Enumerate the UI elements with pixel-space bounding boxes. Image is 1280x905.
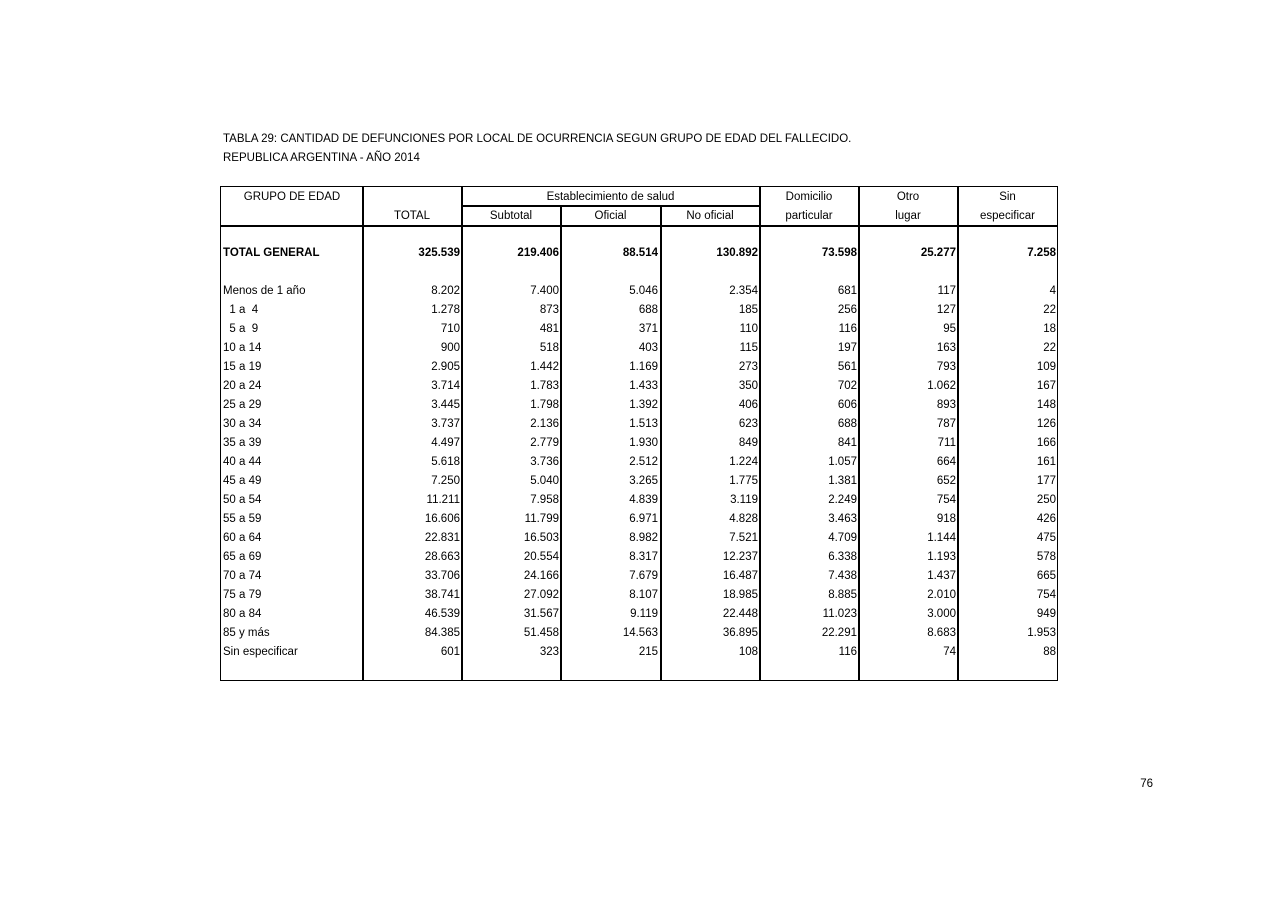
cell-domicilio: 116: [838, 646, 857, 658]
cell-domicilio: 256: [837, 304, 857, 316]
cell-sin-especificar: 109: [1036, 361, 1056, 373]
cell-no-oficial: 1.775: [729, 475, 758, 487]
cell-domicilio: 7.438: [828, 570, 857, 582]
row-label: 75 a 79: [223, 589, 262, 601]
cell-total: 33.706: [424, 570, 460, 582]
cell-total: 84.385: [424, 627, 460, 639]
cell-no-oficial: 16.487: [722, 570, 758, 582]
cell-otro-lugar: 893: [936, 399, 956, 411]
cell-subtotal: 24.166: [523, 570, 559, 582]
cell-subtotal: 11.799: [524, 513, 559, 525]
cell-subtotal: 7.958: [530, 494, 559, 506]
cell-oficial: 8.982: [629, 532, 658, 544]
cell-otro-lugar: 918: [936, 513, 956, 525]
cell-total: 601: [440, 646, 460, 658]
cell-total: 3.445: [431, 399, 460, 411]
cell-domicilio: 8.885: [828, 589, 857, 601]
cell-sin-especificar: 7.258: [1027, 247, 1056, 259]
header-grupo-edad: GRUPO DE EDAD: [243, 191, 341, 203]
cell-oficial: 403: [638, 342, 658, 354]
cell-no-oficial: 623: [738, 418, 758, 430]
cell-subtotal: 3.736: [530, 456, 559, 468]
row-label: 65 a 69: [223, 551, 262, 563]
row-label: 35 a 39: [223, 437, 262, 449]
cell-domicilio: 73.598: [821, 247, 857, 259]
cell-domicilio: 606: [837, 399, 857, 411]
row-label: Sin especificar: [223, 646, 298, 658]
cell-no-oficial: 273: [738, 361, 758, 373]
cell-otro-lugar: 1.437: [927, 570, 956, 582]
row-label: 80 a 84: [223, 608, 262, 620]
cell-subtotal: 323: [539, 646, 559, 658]
cell-no-oficial: 108: [738, 646, 758, 658]
cell-total: 710: [440, 323, 460, 335]
cell-domicilio: 702: [837, 380, 857, 392]
header-oficial: Oficial: [594, 210, 627, 222]
cell-total: 16.606: [424, 513, 460, 525]
cell-domicilio: 116: [838, 323, 857, 335]
cell-otro-lugar: 1.144: [927, 532, 956, 544]
cell-domicilio: 11.023: [822, 608, 857, 620]
cell-otro-lugar: 793: [936, 361, 956, 373]
cell-subtotal: 2.779: [530, 437, 559, 449]
cell-oficial: 2.512: [629, 456, 658, 468]
row-label: 15 a 19: [223, 361, 262, 373]
cell-domicilio: 22.291: [821, 627, 857, 639]
header-no-oficial: No oficial: [686, 210, 734, 222]
cell-oficial: 14.563: [622, 627, 658, 639]
cell-subtotal: 219.406: [517, 247, 559, 259]
cell-oficial: 688: [638, 304, 658, 316]
cell-sin-especificar: 18: [1043, 323, 1056, 335]
cell-otro-lugar: 754: [936, 494, 956, 506]
header-subtotal: Subtotal: [489, 210, 533, 222]
cell-oficial: 7.679: [629, 570, 658, 582]
cell-domicilio: 688: [837, 418, 857, 430]
cell-no-oficial: 22.448: [722, 608, 758, 620]
cell-oficial: 88.514: [622, 247, 658, 259]
row-label: 30 a 34: [223, 418, 262, 430]
cell-sin-especificar: 250: [1036, 494, 1056, 506]
row-label: 25 a 29: [223, 399, 262, 411]
cell-no-oficial: 4.828: [729, 513, 758, 525]
cell-total: 11.211: [426, 494, 460, 506]
cell-oficial: 1.930: [629, 437, 658, 449]
cell-otro-lugar: 652: [936, 475, 956, 487]
cell-subtotal: 873: [539, 304, 559, 316]
cell-oficial: 3.265: [629, 475, 658, 487]
page-number: 76: [1140, 778, 1153, 790]
header-particular: particular: [785, 210, 833, 222]
cell-subtotal: 1.798: [530, 399, 559, 411]
cell-otro-lugar: 117: [937, 285, 956, 297]
cell-no-oficial: 849: [738, 437, 758, 449]
cell-no-oficial: 350: [738, 380, 758, 392]
cell-sin-especificar: 88: [1043, 646, 1056, 658]
cell-sin-especificar: 754: [1036, 589, 1056, 601]
cell-otro-lugar: 163: [936, 342, 956, 354]
cell-oficial: 4.839: [629, 494, 658, 506]
cell-sin-especificar: 22: [1043, 304, 1056, 316]
cell-no-oficial: 110: [739, 323, 758, 335]
cell-subtotal: 1.442: [530, 361, 559, 373]
cell-sin-especificar: 578: [1036, 551, 1056, 563]
cell-domicilio: 841: [837, 437, 857, 449]
cell-sin-especificar: 426: [1036, 513, 1056, 525]
cell-subtotal: 7.400: [530, 285, 559, 297]
cell-sin-especificar: 177: [1036, 475, 1056, 487]
header-establecimiento: Establecimiento de salud: [546, 191, 675, 203]
cell-sin-especificar: 4: [1049, 285, 1056, 297]
cell-otro-lugar: 8.683: [927, 627, 956, 639]
cell-otro-lugar: 3.000: [927, 608, 956, 620]
cell-no-oficial: 185: [738, 304, 758, 316]
header-total: TOTAL: [394, 210, 430, 222]
row-label: 85 y más: [223, 627, 270, 639]
row-label: 45 a 49: [223, 475, 262, 487]
cell-no-oficial: 130.892: [716, 247, 758, 259]
cell-total: 4.497: [431, 437, 460, 449]
cell-sin-especificar: 1.953: [1027, 627, 1056, 639]
cell-sin-especificar: 167: [1036, 380, 1056, 392]
cell-subtotal: 2.136: [530, 418, 559, 430]
cell-total: 325.539: [418, 247, 460, 259]
cell-domicilio: 3.463: [828, 513, 857, 525]
cell-otro-lugar: 664: [936, 456, 956, 468]
cell-no-oficial: 1.224: [729, 456, 758, 468]
cell-subtotal: 51.458: [523, 627, 559, 639]
row-label: 5 a 9: [223, 323, 259, 335]
cell-sin-especificar: 665: [1036, 570, 1056, 582]
cell-oficial: 215: [638, 646, 658, 658]
row-label: 20 a 24: [223, 380, 262, 392]
cell-subtotal: 27.092: [523, 589, 559, 601]
cell-no-oficial: 7.521: [729, 532, 758, 544]
cell-sin-especificar: 161: [1036, 456, 1056, 468]
header-domicilio: Domicilio: [785, 191, 833, 203]
cell-domicilio: 681: [837, 285, 857, 297]
cell-oficial: 9.119: [630, 608, 658, 620]
cell-subtotal: 1.783: [530, 380, 559, 392]
row-label: 1 a 4: [223, 304, 259, 316]
cell-total: 38.741: [424, 589, 460, 601]
cell-sin-especificar: 126: [1036, 418, 1056, 430]
cell-domicilio: 1.381: [828, 475, 857, 487]
cell-total: 900: [440, 342, 460, 354]
cell-total: 2.905: [431, 361, 460, 373]
row-label: 10 a 14: [223, 342, 262, 354]
row-label: TOTAL GENERAL: [223, 247, 320, 259]
cell-oficial: 1.169: [629, 361, 658, 373]
cell-otro-lugar: 787: [936, 418, 956, 430]
cell-otro-lugar: 711: [937, 437, 956, 449]
cell-otro-lugar: 127: [936, 304, 956, 316]
cell-oficial: 1.513: [629, 418, 658, 430]
cell-total: 8.202: [431, 285, 460, 297]
cell-no-oficial: 12.237: [722, 551, 758, 563]
cell-oficial: 5.046: [629, 285, 658, 297]
table-title: TABLA 29: CANTIDAD DE DEFUNCIONES POR LOCAL DE OCURRENCIA SEGUN GRUPO DE EDAD DEL FALLECIDO.: [223, 133, 852, 145]
cell-subtotal: 16.503: [523, 532, 559, 544]
cell-total: 22.831: [424, 532, 460, 544]
cell-no-oficial: 2.354: [729, 285, 758, 297]
cell-sin-especificar: 22: [1043, 342, 1056, 354]
cell-sin-especificar: 166: [1036, 437, 1056, 449]
cell-total: 28.663: [424, 551, 460, 563]
cell-total: 1.278: [431, 304, 460, 316]
cell-domicilio: 197: [837, 342, 857, 354]
cell-oficial: 8.317: [629, 551, 658, 563]
cell-sin-especificar: 949: [1036, 608, 1056, 620]
cell-domicilio: 2.249: [828, 494, 857, 506]
cell-subtotal: 20.554: [523, 551, 559, 563]
cell-oficial: 371: [638, 323, 658, 335]
row-label: 60 a 64: [223, 532, 262, 544]
cell-total: 3.737: [431, 418, 460, 430]
cell-no-oficial: 3.119: [730, 494, 758, 506]
cell-total: 46.539: [424, 608, 460, 620]
cell-no-oficial: 115: [739, 342, 758, 354]
cell-otro-lugar: 2.010: [927, 589, 956, 601]
table-subtitle: REPUBLICA ARGENTINA - AÑO 2014: [223, 152, 420, 164]
cell-sin-especificar: 475: [1036, 532, 1056, 544]
header-sin: Sin: [999, 191, 1016, 203]
header-otro: Otro: [896, 191, 920, 203]
cell-otro-lugar: 74: [943, 646, 956, 658]
cell-subtotal: 31.567: [523, 608, 559, 620]
column-divider: [957, 186, 959, 681]
cell-subtotal: 5.040: [530, 475, 559, 487]
cell-otro-lugar: 1.062: [927, 380, 956, 392]
cell-otro-lugar: 1.193: [927, 551, 956, 563]
cell-otro-lugar: 95: [943, 323, 956, 335]
cell-no-oficial: 18.985: [722, 589, 758, 601]
cell-no-oficial: 406: [738, 399, 758, 411]
cell-oficial: 1.392: [629, 399, 658, 411]
cell-domicilio: 561: [837, 361, 857, 373]
cell-subtotal: 518: [539, 342, 559, 354]
cell-domicilio: 6.338: [828, 551, 857, 563]
row-label: 40 a 44: [223, 456, 262, 468]
cell-total: 5.618: [431, 456, 460, 468]
cell-total: 3.714: [431, 380, 460, 392]
row-label: 55 a 59: [223, 513, 262, 525]
cell-total: 7.250: [431, 475, 460, 487]
cell-sin-especificar: 148: [1036, 399, 1056, 411]
header-especificar: especificar: [980, 210, 1035, 222]
row-label: 70 a 74: [223, 570, 262, 582]
row-label: 50 a 54: [223, 494, 262, 506]
cell-oficial: 1.433: [629, 380, 658, 392]
cell-domicilio: 1.057: [828, 456, 857, 468]
cell-no-oficial: 36.895: [722, 627, 758, 639]
cell-oficial: 6.971: [629, 513, 658, 525]
cell-domicilio: 4.709: [828, 532, 857, 544]
row-label: Menos de 1 año: [223, 285, 306, 297]
header-lugar: lugar: [895, 210, 921, 222]
cell-otro-lugar: 25.277: [920, 247, 956, 259]
cell-oficial: 8.107: [629, 589, 658, 601]
cell-subtotal: 481: [539, 323, 559, 335]
